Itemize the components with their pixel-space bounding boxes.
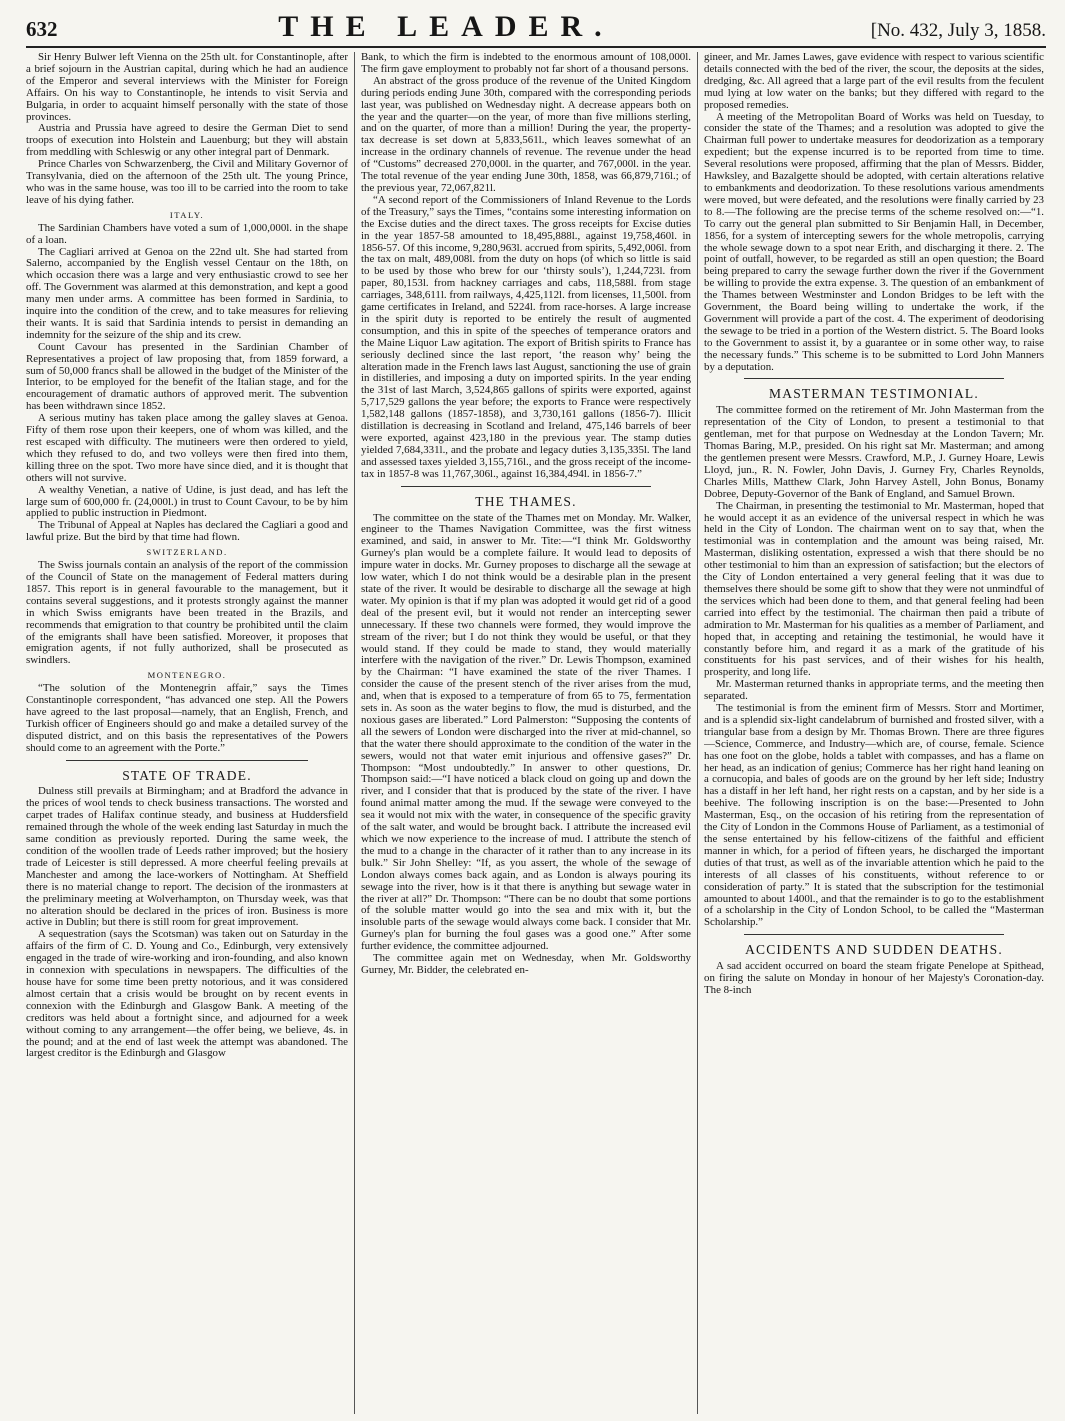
article-paragraph: Mr. Masterman returned thanks in appropriate terms, and the meeting then separated. (704, 678, 1044, 703)
article-paragraph: The testimonial is from the eminent firm of Messrs. Storr and Mortimer, and is a splendid six-light candelabrum of burnished and frosted silver, with a triangular base from a design by Mr. Thomas Brown. There are three figures—Science, Commerce, and Industry—which are, of course, female. Science has one foot on the globe, holds a tablet with compasses, and has a flame on her head, as an indication of genius; Commerce has her right hand leaning on a cornucopia, and bales of goods are on the ground by her left side; Industry has a distaff in her left hand, her right rests on a capstan, and by her side is a beehive. The following inscription is on the base:—Presented to John Masterman, Esq., on the occasion of his retiring from the representation of the City of London in the Commons House of Parliament, as a testimonial of the sense entertained by his fellow-citizens of the faithful and efficient manner in which, for a period of fifteen years, he discharged the important duties of that trust, as well as of the invariable attention which he paid to the interests of all classes of his constituents, without reference to or consideration of party.” It is stated that the subscription for the testimonial amounted to about 1400l., and that the remainder is to go to the establishment of a scholarship in the City of London School, to be called the “Masterman Scholarship.” (704, 702, 1044, 929)
article-paragraph: A meeting of the Metropolitan Board of Works was held on Tuesday, to consider the state of the Thames; and a resolution was adopted to give the Chairman full power to undertake measures for deodorization as a temporary expedient; but the expense incurred is to be reported from time to time. Several resolutions were proposed, affirming that the plan of Messrs. Bidder, Hawksley, and Bazalgette should be adopted, with certain alterations relative to embankments and deodorization. To these resolutions various amendments were moved, but were defeated, and the resolutions were finally carried by 23 to 8.—The following are the precise terms of the scheme resolved on:—“1. To carry out the general plan submitted to Sir Benjamin Hall, in December, 1856, for a system of intercepting sewers for the whole metropolis, carrying the whole sewage down to a spot near Erith, and discharging it there. 2. The point of outfall, however, to be regarded as still an open question; the Board being prepared to carry the sewage further down the river if the Government be willing to provide the extra expense. 3. The question of an embankment of the Thames between Westminster and London Bridges to be left with the Government, the Board being willing to undertake the work, if the Government will provide a part of the cost. 4. The experiment of deodorising the sewage to be tried in a portion of the Western district. 5. The Board looks to the Government to assist it, by a guarantee or in some other way, to raise the necessary funds.” This scheme is to be submitted to Lord John Manners by a deputation. (704, 110, 1044, 373)
article-paragraph: A sequestration (says the Scotsman) was taken out on Saturday in the affairs of the firm of C. D. Young and Co., Edinburgh, very extensively engaged in the trade of wire-working and iron-founding, and also known in connexion with speculations in newspapers. The difficulties of the house have for some time been pretty notorious, and it was considered almost certain that a crisis would be brought on by recent events in connexion with the Edinburgh and Glasgow Bank. A meeting of the creditors was held about a fortnight since, and adjourned for a week without coming to any arrangement—the offer being, we believe, 4s. in the pound; and at the end of last week the attempt was abandoned. The largest creditor is the Edinburgh and Glasgow (26, 928, 348, 1060)
section-heading-state-of-trade: STATE OF TRADE. (122, 767, 252, 783)
section-divider (744, 934, 1004, 935)
column-rule (697, 52, 698, 1414)
column-3 (704, 52, 1044, 1414)
article-paragraph: Sir Henry Bulwer left Vienna on the 25th ult. for Constantinople, after a brief sojourn in the Austrian capital, during which he had an audience of the Emperor and several interviews with the Minister for Foreign Affairs. On his way to Constantinople, he intends to visit Servia and Bulgaria, in order to acquaint himself personally with the state of those provinces. (26, 52, 348, 123)
article-paragraph: The Swiss journals contain an analysis of the report of the commission of the Council of State on the management of Federal matters during 1857. This report is in general favourable to the management, but it contains several suggestions, and it protests strongly against the manner in which Swiss emigrants have been treated in the Brazils, and recommends that emigration to that country be prohibited until the claim of the emigrants shall have been satisfied. Moreover, it proposes that emigration agents, if not fully authorized, shall be prosecuted as swindlers. (26, 559, 348, 667)
section-divider (66, 760, 308, 761)
column-1 (26, 52, 348, 1414)
section-heading-accidents: ACCIDENTS AND SUDDEN DEATHS. (745, 942, 1003, 958)
newspaper-title: THE LEADER. (278, 10, 614, 43)
article-paragraph: The committee formed on the retirement of Mr. John Masterman from the representation of the City of London, to present a testimonial to that gentleman, met for that purpose on Wednesday at the London Tavern; Mr. Thomas Baring, M.P., presided. On his right sat Mr. Masterman; and among the gentlemen present were Messrs. Crawford, M.P., J. Gurney Hoare, Lewis Lloyd, jun., R. N. Fowler, John Davis, J. Gurney Fry, Charles Reynolds, Charles Mills, Matthew Clark, John Harvey Astell, John Bonus, Bonamy Dobree, Deputy-Governor of the Bank of England, and Samuel Brown. (704, 404, 1044, 500)
article-paragraph: Count Cavour has presented in the Sardinian Chamber of Representatives a project of law proposing that, from 1859 forward, a sum of 50,000 francs shall be allowed in the budget of the Minister of the Interior, to be employed for the benefit of the Italian stage, and for the encouragement of dramatic authors of approved merit. The subvention has been withdrawn since 1852. (26, 340, 348, 413)
section-divider (401, 486, 651, 487)
section-divider (744, 378, 1004, 379)
page-number: 632 (26, 17, 58, 41)
section-heading-masterman-testimonial: MASTERMAN TESTIMONIAL. (769, 386, 979, 402)
article-paragraph: The committee on the state of the Thames met on Monday. Mr. Walker, engineer to the Thames Navigation Committee, was the first witness examined, and said, in answer to Mr. Tite:—“I think Mr. Goldsworthy Gurney's plan would be a complete failure. It would lead to deposits of impure water in docks. Mr. Gurney proposes to discharge all the sewage at low water, which I do not think would be a desirable plan in the present state of the river. It would be desirable to discharge all the sewage at high water. My opinion is that if my plan was adopted it would get rid of a good deal of the present evil, but it would not render an intercepting sewer unnecessary. If these two channels were formed, they would improve the stream of the river; but I do not think they would be useful, or that they would stand. If they could be made to stand, they would materially interfere with the navigation of the river.” Dr. Lewis Thompson, examined by the Chairman: “I have examined the state of the river Thames. I consider the cause of the present stench of the river arises from the mud, and, when that is exposed to a temperature of from 65 to 75, fermentation sets in. As soon as the water begins to flow, the mud is disturbed, and the noxious gases are liberated.” Lord Palmerston: “Supposing the contents of all the sewers of London were discharged into the river at mid-channel, so that the water there should approximate to the condition of the water in the sewers, would not that water emit injurious and offensive gases?” Dr. Thompson: “Most undoubtedly.” In answer to other questions, Dr. Thompson said:—“I have noticed a black cloud on going up and down the river, and I consider that that is produced by the state of the river. I have found animal matter among the mud. If the sewage were conveyed to the sea it would not mix with the water, in consequence of the specific gravity of the salt water, and would be brought back. I attribute the increased evil which we now experience to the increase of mud. I attribute the stench of the mud to a change in the character of it rather than to any increase in its bulk.” Sir John Shelley: “If, as you assert, the whole of the sewage of London always comes back again, and as London is always pouring its sewage into the river, how is it that there is anything but sewage water in the river at all?” Dr. Thompson: “There can be no doubt that some portions of the soluble matter would go into the sea and mix with it, but the insoluble parts of the sewage would always come back. I consider that Mr. Gurney's plan for burning the foul gases was a good one.” After some further evidence, the committee adjourned. (361, 511, 691, 953)
article-paragraph: The Chairman, in presenting the testimonial to Mr. Masterman, hoped that he would accept it as an evidence of the universal respect in which he was held in the City of London. The chairman went on to say that, when the testimonial was in contemplation and the amount was being raised, Mr. Masterman, disliking ostentation, expressed a wish that there should be no other testimonial to him than an expression of satisfaction; but the electors of the City of London entertained a very general feeling that it was due to themselves there should be some gift to show that they were not unmindful of the services which had been done to them, and that general feeling had been carried into effect by the testimonial. The chairman then paid a tribute of admiration to Mr. Masterman for his qualities as a member of Parliament, and hoped that, in accepting and retaining the testimonial, he would have it constantly before him, and regard it as a mark of the gratitude of his constituents for his past services, and of their wishes for his health, prosperity, and long life. (704, 499, 1044, 679)
article-paragraph: A wealthy Venetian, a native of Udine, is just dead, and has left the large sum of 600,000 fr. (24,000l.) in trust to Count Cavour, to be by him applied to public instruction in Piedmont. (26, 483, 348, 520)
section-heading-the-thames: THE THAMES. (475, 493, 577, 509)
issue-date: [No. 432, July 3, 1858. (870, 20, 1046, 41)
article-paragraph: A serious mutiny has taken place among the galley slaves at Genoa. Fifty of them rose upon their keepers, one of whom was killed, and the rest escaped with difficulty. The mutineers were then ordered to yield, which they refused to do, and two volleys were then fired into them, killing three on the spot. Two more have since died, and it is thought that others will not survive. (26, 412, 348, 484)
section-subheading-italy: ITALY. (169, 209, 205, 220)
column-2 (361, 52, 691, 1414)
article-paragraph: An abstract of the gross produce of the revenue of the United Kingdom during periods ending June 30th, compared with the corresponding periods last year, was published on Wednesday night. A decrease appears both on the year and the quarter—on the year, of more than five millions sterling, and on the quarter, of more than a million! During the year, the property-tax decrease is set down at 5,833,561l., which leaves somewhat of an increase in the ordinary channels of revenue. The revenue under the head of “Customs” decreased 270,000l. in the quarter, and 767,000l. in the year. The total revenue of the year ending June 30th, 1858, was 66,879,716l.; of the previous year, 72,067,821l. (361, 74, 691, 194)
masthead (26, 10, 1046, 48)
article-paragraph: Prince Charles von Schwarzenberg, the Civil and Military Governor of Transylvania, died on the afternoon of the 25th ult. The young Prince, who was in the same house, was too ill to be carried into the room to take leave of his dying father. (26, 158, 348, 206)
article-paragraph: The Cagliari arrived at Genoa on the 22nd ult. She had started from Salerno, accompanied by the English vessel Centaur on the 18th, on which occasion there was a large and very enthusiastic crowd to see her off. The Government was alarmed at this demonstration, and kept a good many men under arms. A committee has been formed in Sardinia, to inquire into the condition of the crew, and to take measures for relieving their wants. It is said that Sardinia intends to persist in demanding an indemnity for the seizure of the ship and its crew. (26, 245, 348, 341)
article-paragraph: Dulness still prevails at Birmingham; and at Bradford the advance in the prices of wool tends to check business transactions. The worsted and carpet trades of Halifax continue steady, and business at Huddersfield remained through the whole of the week ending last Saturday in much the same condition as previously reported. During the same week, the condition of the woollen trade of Leeds rather improved; but the hosiery trade of Leicester is still depressed. A more cheerful feeling prevails at Manchester and among the lace-workers of Nottingham. At Sheffield there is no material change to report. The decision of the ironmasters at the preliminary meeting at Wolverhampton, on Thursday week, was that no alteration should be declared in the prices of iron. Business is more active in Dublin; but there is still room for great improvement. (26, 785, 348, 929)
article-paragraph: The committee again met on Wednesday, when Mr. Goldsworthy Gurney, Mr. Bidder, the celebrated en- (361, 952, 691, 976)
article-paragraph: gineer, and Mr. James Lawes, gave evidence with respect to various scientific details connected with the bed of the river, the scour, the deposits at the sides, dredging, &c. All agreed that a large part of the evil results from the feculent mud lying at low water on the banks; but they differed with regard to the proposed remedies. (704, 52, 1044, 111)
section-subheading-switzerland: SWITZERLAND. (146, 547, 228, 558)
article-paragraph: A sad accident occurred on board the steam frigate Penelope at Spithead, on firing the salute on Monday in honour of her Majesty's Coronation-day. The 8-inch (704, 960, 1044, 996)
article-paragraph: Austria and Prussia have agreed to desire the German Diet to send troops of execution into Holstein and Lauenburg; but they will abstain from meddling with Schleswig or any other integral part of Denmark. (26, 122, 348, 159)
article-paragraph: Bank, to which the firm is indebted to the enormous amount of 108,000l. The firm gave employment to probably not far short of a thousand persons. (361, 52, 691, 75)
article-paragraph: “The solution of the Montenegrin affair,” says the Times Constantinople correspondent, “has advanced one step. All the Powers have agreed to the last proposal—namely, that an English, French, and Turkish officer of Engineers should go and make a detailed survey of the disputed district, and on this basis the representatives of the Powers should come to an agreement with the Porte.” (26, 682, 348, 754)
article-paragraph: The Sardinian Chambers have voted a sum of 1,000,000l. in the shape of a loan. (26, 221, 348, 246)
article-paragraph: The Tribunal of Appeal at Naples has declared the Cagliari a good and lawful prize. But the bird by that time had flown. (26, 519, 348, 544)
article-paragraph: “A second report of the Commissioners of Inland Revenue to the Lords of the Treasury,” says the Times, “contains some interesting information on the Excise duties and the direct taxes. The gross receipts for Excise duties in the year 1857-58 amounted to 18,495,888l., against 19,758,460l. in 1856-57. Of this income, 9,280,963l. accrued from spirits, 5,492,006l. from the tax on malt, 489,008l. from the duty on hops (of which so little is said to be used by those who brew for our ‘thirsty souls’), 1,244,723l. from paper, 80,153l. from hackney carriages and cabs, 118,588l. from stage carriages, 348,611l. from railways, 4,425,112l. from licenses, 11,500l. from game certificates in Ireland, and 5224l. from race-horses. A large increase in the spirit duty is reported to be entirely the result of augmented consumption, and this in spite of the speeches of temperance orators and the Maine Liquor Law agitation. The export of British spirits to France has seriously declined since the last report, ‘the reason why’ being the alteration made in the French laws last August, sanctioning the use of grain in distilleries, and imposing a duty on imported spirits. In the year ending the 31st of last March, 3,524,865 gallons of spirits were exported, against 5,717,529 gallons the year before; the exports to France were respectively 1,582,148 gallons (1857-1858), and 3,730,161 gallons (1856-7). Illicit distillation is decreasing in Scotland and Ireland, 475,146 barrels of beer were exported, against 423,180 in the previous year. The stamp duties yielded 7,684,331l., and the probate and legacy duties 3,135,335l. The land and assessed taxes yielded 3,155,716l., and the gross receipt of the income-tax in 1857-8 was 11,767,306l., against 16,384,494l. in 1856-7.” (361, 193, 691, 480)
column-rule (354, 52, 355, 1414)
section-subheading-montenegro: MONTENEGRO. (147, 670, 227, 681)
